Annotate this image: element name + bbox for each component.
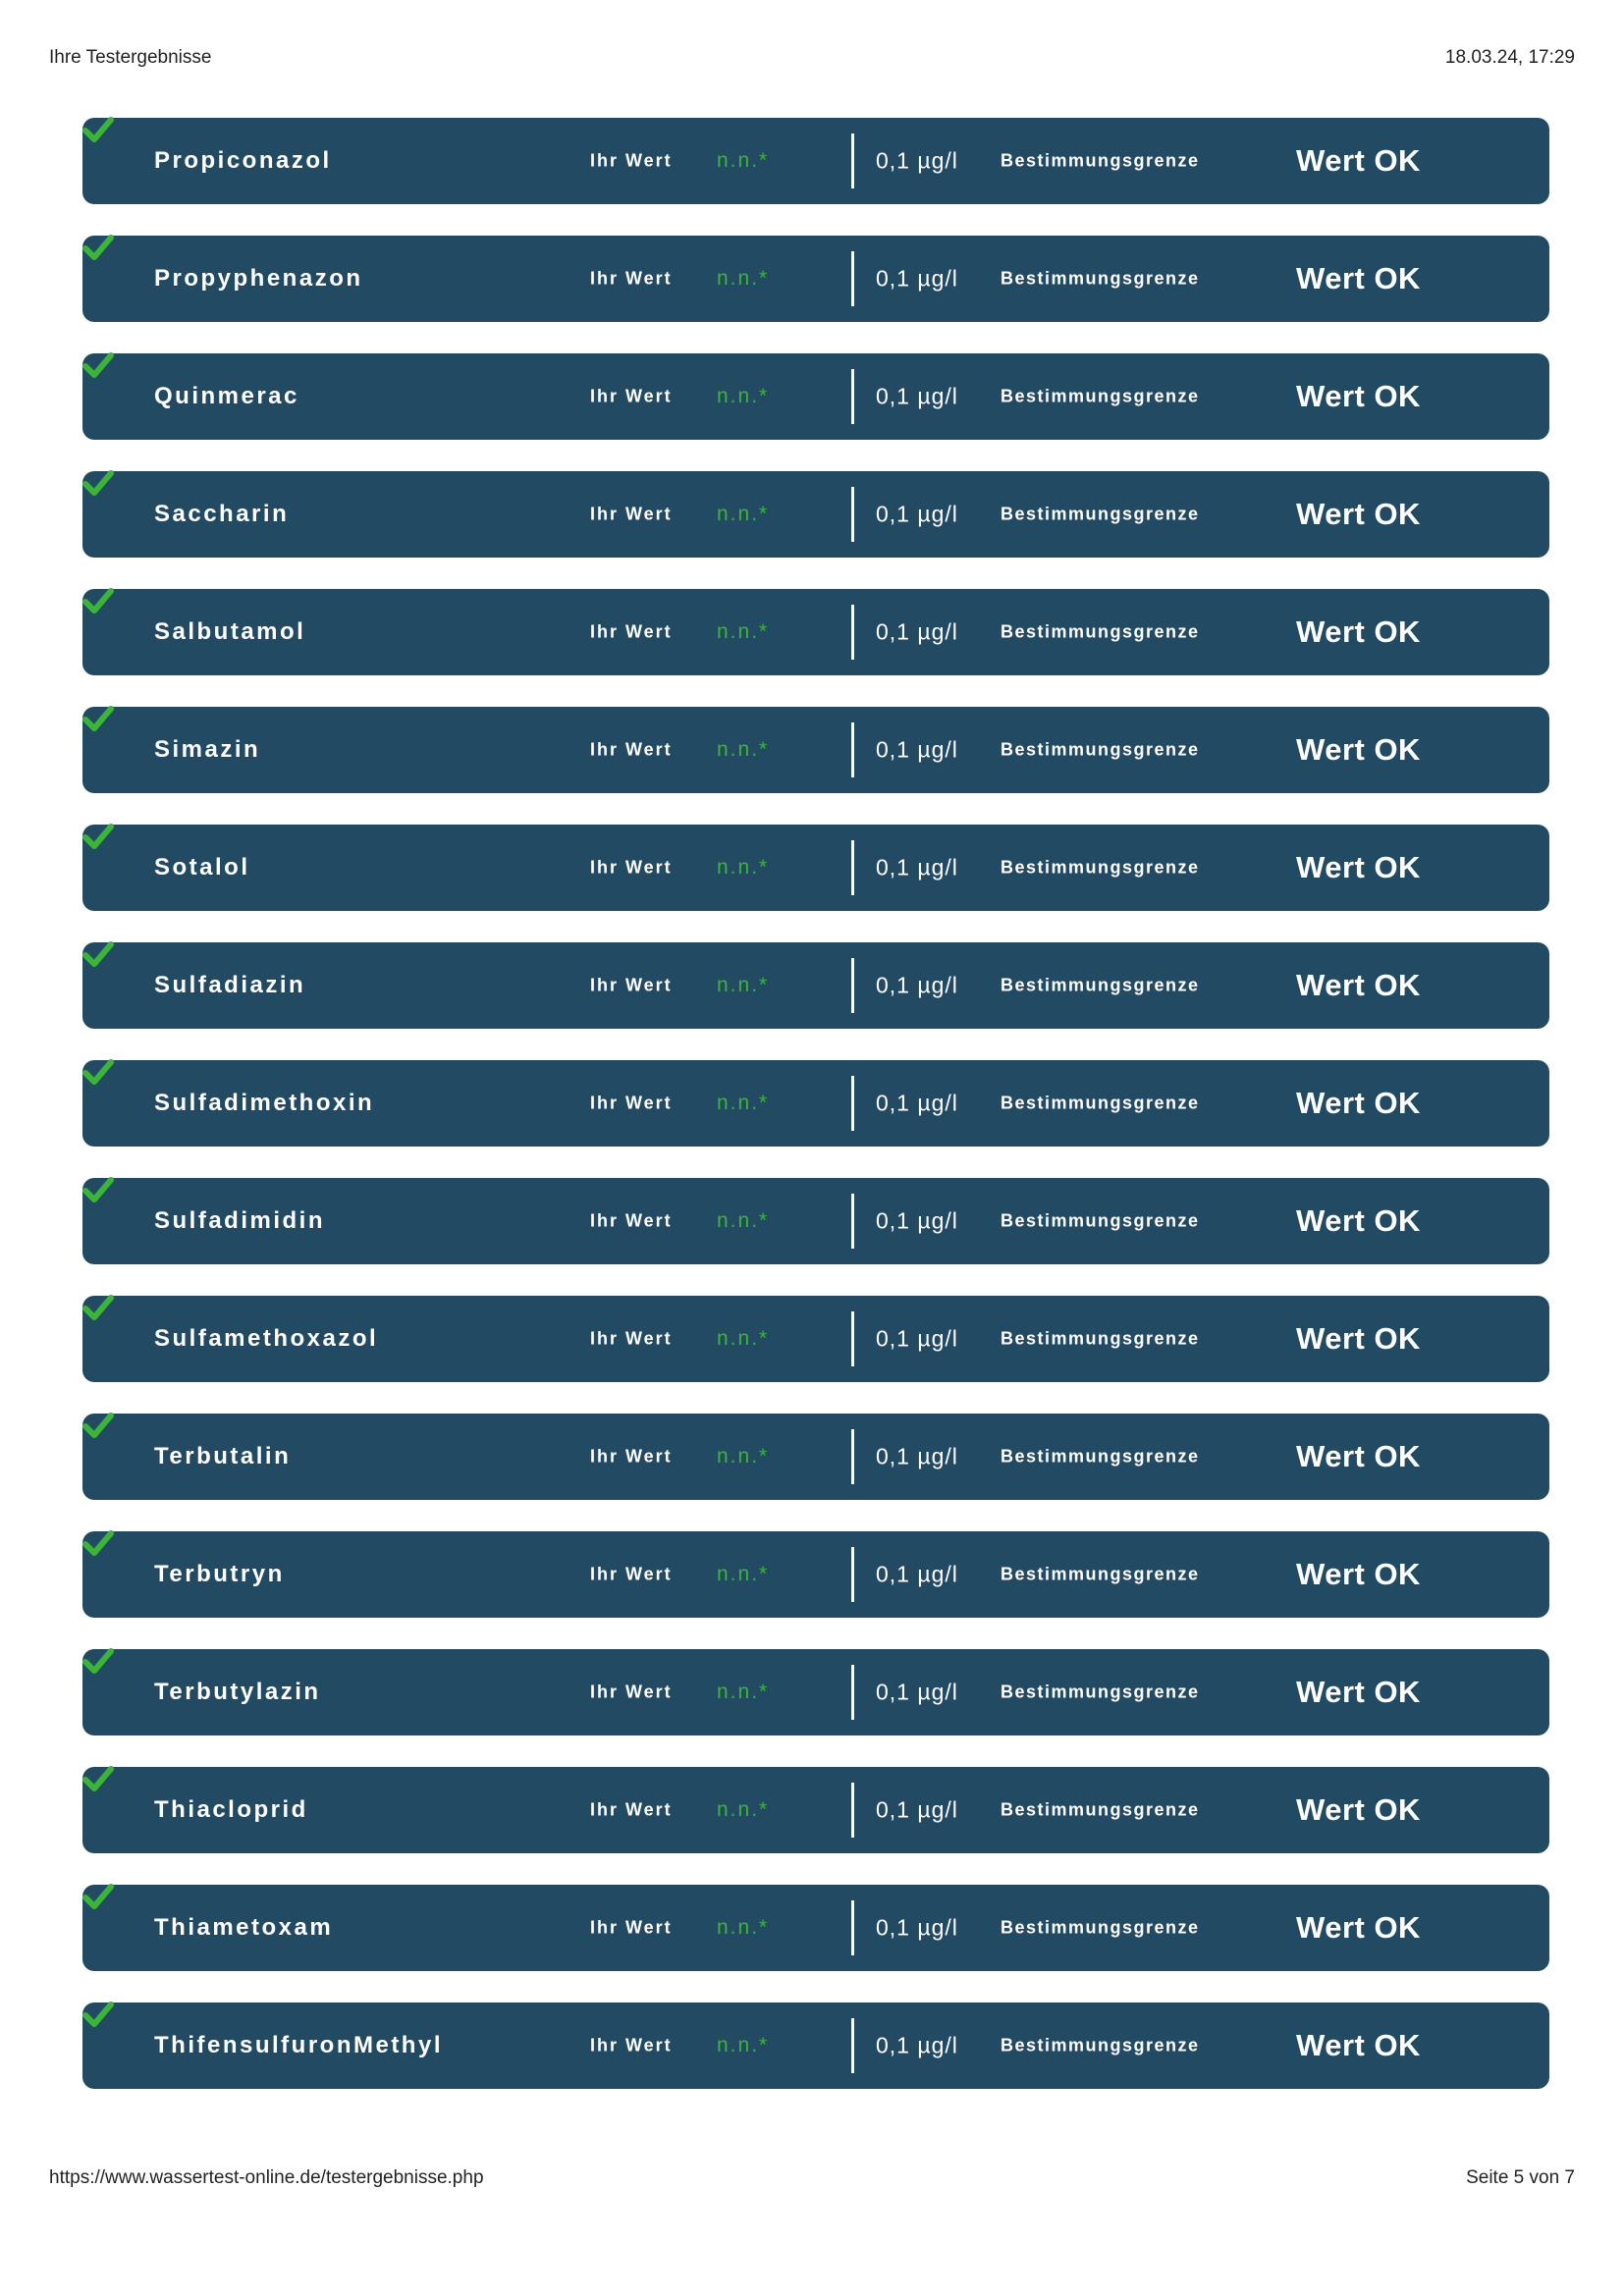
status-text: Wert OK — [1296, 143, 1421, 178]
check-icon — [82, 1881, 114, 1912]
check-icon — [82, 1527, 114, 1559]
limit-value: 0,1 µg/l — [876, 854, 958, 881]
divider — [851, 1311, 854, 1366]
result-row — [82, 1414, 1549, 1500]
status-text: Wert OK — [1296, 1086, 1421, 1120]
check-icon — [82, 114, 114, 145]
check-icon — [82, 821, 114, 852]
status-text: Wert OK — [1296, 261, 1421, 295]
substance-name: ThifensulfuronMethyl — [154, 2032, 443, 2058]
result-row — [82, 589, 1549, 675]
status-text: Wert OK — [1296, 1439, 1421, 1473]
limit-value: 0,1 µg/l — [876, 1796, 958, 1823]
result-row — [82, 2002, 1549, 2089]
result-row — [82, 707, 1549, 793]
check-icon — [82, 938, 114, 970]
limit-label: Bestimmungsgrenze — [1001, 1093, 1200, 1113]
divider — [851, 251, 854, 306]
limit-value: 0,1 µg/l — [876, 1090, 958, 1116]
your-value-label: Ihr Wert — [590, 268, 673, 289]
check-icon — [82, 1763, 114, 1794]
substance-name: Terbutryn — [154, 1561, 285, 1587]
limit-value: 0,1 µg/l — [876, 265, 958, 292]
limit-value: 0,1 µg/l — [876, 383, 958, 409]
limit-value: 0,1 µg/l — [876, 1914, 958, 1941]
divider — [851, 605, 854, 660]
limit-value: 0,1 µg/l — [876, 1679, 958, 1705]
your-value-label: Ihr Wert — [590, 1917, 673, 1938]
your-value: n.n.* — [717, 738, 770, 761]
result-row — [82, 1767, 1549, 1853]
your-value-label: Ihr Wert — [590, 1446, 673, 1467]
limit-value: 0,1 µg/l — [876, 736, 958, 763]
limit-label: Bestimmungsgrenze — [1001, 1328, 1200, 1349]
page-number: Seite 5 von 7 — [1466, 2167, 1575, 2188]
page-footer — [49, 2167, 1575, 2189]
substance-name: Terbutylazin — [154, 1679, 321, 1705]
limit-value: 0,1 µg/l — [876, 1325, 958, 1352]
status-text: Wert OK — [1296, 497, 1421, 531]
limit-value: 0,1 µg/l — [876, 618, 958, 645]
substance-name: Terbutalin — [154, 1443, 292, 1469]
check-icon — [82, 1410, 114, 1441]
your-value: n.n.* — [717, 620, 770, 643]
limit-value: 0,1 µg/l — [876, 972, 958, 998]
limit-label: Bestimmungsgrenze — [1001, 1210, 1200, 1231]
your-value: n.n.* — [717, 1681, 770, 1703]
divider — [851, 369, 854, 424]
your-value: n.n.* — [717, 2034, 770, 2056]
status-text: Wert OK — [1296, 1557, 1421, 1591]
divider — [851, 1076, 854, 1131]
result-row — [82, 942, 1549, 1029]
limit-value: 0,1 µg/l — [876, 2032, 958, 2058]
status-text: Wert OK — [1296, 850, 1421, 884]
substance-name: Thiacloprid — [154, 1796, 308, 1823]
your-value-label: Ihr Wert — [590, 621, 673, 642]
your-value: n.n.* — [717, 1563, 770, 1585]
your-value: n.n.* — [717, 1798, 770, 1821]
limit-label: Bestimmungsgrenze — [1001, 268, 1200, 289]
check-icon — [82, 703, 114, 734]
substance-name: Saccharin — [154, 501, 290, 527]
divider — [851, 1194, 854, 1249]
check-icon — [82, 1292, 114, 1323]
your-value-label: Ihr Wert — [590, 857, 673, 878]
your-value: n.n.* — [717, 856, 770, 879]
substance-name: Propiconazol — [154, 147, 332, 174]
divider — [851, 1783, 854, 1838]
check-icon — [82, 1174, 114, 1205]
substance-name: Quinmerac — [154, 383, 299, 409]
check-icon — [82, 349, 114, 381]
your-value: n.n.* — [717, 974, 770, 996]
result-row — [82, 1649, 1549, 1735]
divider — [851, 1665, 854, 1720]
page-url[interactable]: https://www.wassertest-online.de/testergebnisse.php — [49, 2167, 484, 2188]
result-row — [82, 353, 1549, 440]
status-text: Wert OK — [1296, 379, 1421, 413]
result-row — [82, 236, 1549, 322]
result-row — [82, 1296, 1549, 1382]
limit-value: 0,1 µg/l — [876, 501, 958, 527]
your-value: n.n.* — [717, 1445, 770, 1468]
limit-label: Bestimmungsgrenze — [1001, 975, 1200, 995]
divider — [851, 133, 854, 188]
your-value-label: Ihr Wert — [590, 1682, 673, 1702]
check-icon — [82, 585, 114, 616]
status-text: Wert OK — [1296, 1675, 1421, 1709]
substance-name: Sulfamethoxazol — [154, 1325, 379, 1352]
status-text: Wert OK — [1296, 1792, 1421, 1827]
limit-label: Bestimmungsgrenze — [1001, 621, 1200, 642]
limit-label: Bestimmungsgrenze — [1001, 1917, 1200, 1938]
status-text: Wert OK — [1296, 1910, 1421, 1945]
your-value-label: Ihr Wert — [590, 1093, 673, 1113]
your-value: n.n.* — [717, 1327, 770, 1350]
check-icon — [82, 467, 114, 499]
divider — [851, 958, 854, 1013]
your-value-label: Ihr Wert — [590, 1210, 673, 1231]
your-value: n.n.* — [717, 1916, 770, 1939]
status-text: Wert OK — [1296, 2028, 1421, 2062]
results-list — [82, 118, 1549, 2120]
your-value: n.n.* — [717, 503, 770, 525]
your-value-label: Ihr Wert — [590, 150, 673, 171]
substance-name: Sotalol — [154, 854, 250, 881]
limit-label: Bestimmungsgrenze — [1001, 857, 1200, 878]
limit-label: Bestimmungsgrenze — [1001, 2035, 1200, 2056]
page-title: Ihre Testergebnisse — [49, 47, 212, 68]
substance-name: Simazin — [154, 736, 261, 763]
your-value: n.n.* — [717, 385, 770, 407]
limit-label: Bestimmungsgrenze — [1001, 386, 1200, 406]
your-value-label: Ihr Wert — [590, 386, 673, 406]
result-row — [82, 471, 1549, 558]
divider — [851, 487, 854, 542]
your-value: n.n.* — [717, 1209, 770, 1232]
divider — [851, 722, 854, 777]
limit-label: Bestimmungsgrenze — [1001, 739, 1200, 760]
your-value: n.n.* — [717, 149, 770, 172]
result-row — [82, 1531, 1549, 1618]
your-value-label: Ihr Wert — [590, 1799, 673, 1820]
your-value-label: Ihr Wert — [590, 739, 673, 760]
status-text: Wert OK — [1296, 1321, 1421, 1356]
check-icon — [82, 1999, 114, 2030]
limit-label: Bestimmungsgrenze — [1001, 504, 1200, 524]
status-text: Wert OK — [1296, 1203, 1421, 1238]
divider — [851, 2018, 854, 2073]
substance-name: Sulfadiazin — [154, 972, 306, 998]
check-icon — [82, 232, 114, 263]
your-value-label: Ihr Wert — [590, 975, 673, 995]
limit-label: Bestimmungsgrenze — [1001, 1799, 1200, 1820]
status-text: Wert OK — [1296, 968, 1421, 1002]
status-text: Wert OK — [1296, 732, 1421, 767]
your-value-label: Ihr Wert — [590, 1328, 673, 1349]
status-text: Wert OK — [1296, 614, 1421, 649]
your-value-label: Ihr Wert — [590, 2035, 673, 2056]
check-icon — [82, 1056, 114, 1088]
substance-name: Thiametoxam — [154, 1914, 334, 1941]
your-value: n.n.* — [717, 1092, 770, 1114]
limit-value: 0,1 µg/l — [876, 1207, 958, 1234]
page-header — [49, 47, 1575, 69]
result-row — [82, 1060, 1549, 1147]
limit-label: Bestimmungsgrenze — [1001, 1682, 1200, 1702]
result-row — [82, 825, 1549, 911]
limit-label: Bestimmungsgrenze — [1001, 1446, 1200, 1467]
divider — [851, 840, 854, 895]
your-value-label: Ihr Wert — [590, 504, 673, 524]
limit-value: 0,1 µg/l — [876, 1443, 958, 1469]
result-row — [82, 1178, 1549, 1264]
substance-name: Propyphenazon — [154, 265, 363, 292]
result-row — [82, 1885, 1549, 1971]
limit-value: 0,1 µg/l — [876, 1561, 958, 1587]
divider — [851, 1547, 854, 1602]
substance-name: Sulfadimethoxin — [154, 1090, 375, 1116]
limit-label: Bestimmungsgrenze — [1001, 1564, 1200, 1584]
substance-name: Sulfadimidin — [154, 1207, 325, 1234]
your-value-label: Ihr Wert — [590, 1564, 673, 1584]
limit-label: Bestimmungsgrenze — [1001, 150, 1200, 171]
your-value: n.n.* — [717, 267, 770, 290]
divider — [851, 1429, 854, 1484]
divider — [851, 1900, 854, 1955]
limit-value: 0,1 µg/l — [876, 147, 958, 174]
substance-name: Salbutamol — [154, 618, 306, 645]
check-icon — [82, 1645, 114, 1677]
print-datetime: 18.03.24, 17:29 — [1444, 47, 1575, 68]
result-row — [82, 118, 1549, 204]
